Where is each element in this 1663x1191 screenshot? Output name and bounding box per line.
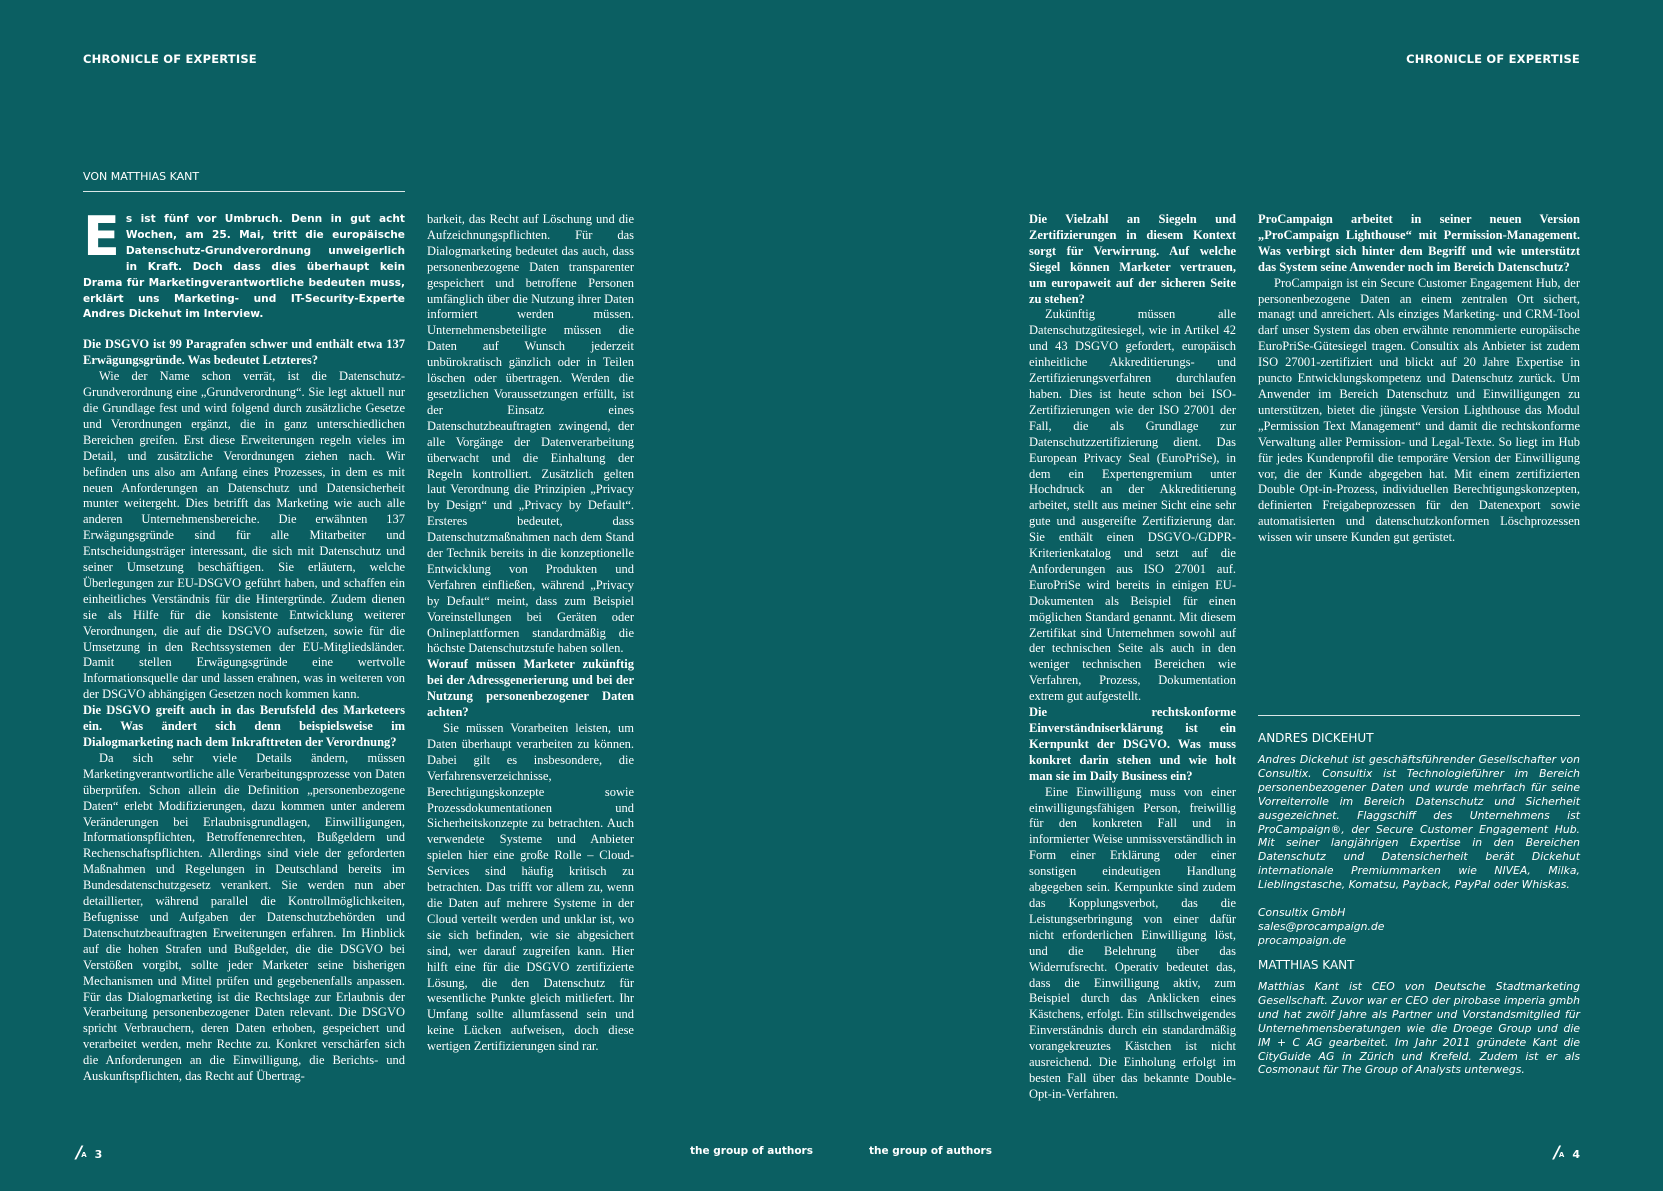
footer-brand-right: the group of authors: [869, 1145, 992, 1157]
brand-a-icon: A: [1558, 1151, 1565, 1159]
interview-answer: Zukünftig müssen alle Datenschutzgütesiegel, wie in Artikel 42 und 43 DSGVO gefordert, europäisch einheitliche Akkreditierungs- und Zertifizierungsverfahren durchlaufen haben. Dies ist heute schon bei ISO-Zertifizierungen wie der ISO 27001 der Fall, die als Grundlage zur Datenschutzzertifizierung dient. Das European Privacy Seal (EuroPriSe), in dem ein Expertengremium unter Hochdruck an der Akkreditierung arbeitet, stellt aus meiner Sicht eine sehr gute und ausgereifte Zertifizierung dar. Sie enthält einen DSGVO-/GDPR-Kriterienkatalog und setzt auf die Anforderungen aus ISO 27001 auf. EuroPriSe wird bereits in einigen EU-Dokumenten als Beispiel für einen möglichen Standard genannt. Mit diesem Zertifikat sind Unternehmen sowohl auf der technischen Seite als auch in den weniger technischen Bereichen wie Verfahren, Prozess, Dokumentation extrem gut aufgestellt.: [1029, 307, 1236, 704]
byline: VON MATTHIAS KANT: [83, 170, 405, 192]
running-head-left: CHRONICLE OF EXPERTISE: [83, 52, 257, 66]
page-number: 4: [1572, 1148, 1580, 1161]
column-3-body: [1029, 212, 1236, 1103]
bio-text-kant: Matthias Kant ist CEO von Deutsche Stadtmarketing Gesellschaft. Zuvor war er CEO der pirobase imperia gmbh und hat zwölf Jahre als Partner und Vorstandsmitglied für Unternehmensberatungen wie die Droege Group und die IM + C AG gearbeitet. Im Jahr 2011 gründete Kant die CityGuide AG in Zürich und Krefeld. Zudem ist er als Cosmonaut für The Group of Analysts unterwegs.: [1258, 980, 1580, 1077]
bio-paragraph: Andres Dickehut ist geschäftsführender Gesellschafter von Consultix. Consultix ist Technologieführer im Bereich personenbezogener Daten und wurde mehrfach für seine Vorreiterrolle im Bereich Datenschutz und Sicherheit ausgezeichnet. Flaggschiff des Unternehmens ist ProCampaign®, der Secure Customer Engagement Hub. Mit seiner langjährigen Expertise in den Bereichen Datenschutz und Datensicherheit berät Dickehut internationale Premiummarken wie NIVEA, Milka, Lieblingstasche, Komatsu, Payback, PayPal oder Whiskas.: [1258, 753, 1580, 892]
interview-answer: Wie der Name schon verrät, ist die Datenschutz-Grundverordnung eine „Grundverordnung“. Sie legt aktuell nur die Grundlage fest und wird folgend durch zusätzliche Gesetze und Verordnungen ergänzt, die in ganz unterschiedlichen Bereichen greifen. Erst diese Erweiterungen regeln vieles im Detail, und zusätzliche Verordnungen ziehen nach. Wir befinden uns also am Anfang eines Prozesses, in dem es mit neuen Anforderungen an Datenschutz und Datensicherheit munter weitergeht. Dies betrifft das Marketing wie auch alle anderen Unternehmensbereiche. Die erwähnten 137 Erwägungsgründe sind für alle Mitarbeiter und Entscheidungsträger interessant, die sich mit Datenschutz und seiner Umsetzung beschäftigen. Sie erläutern, welche Überlegungen zur EU-DSGVO geführt haben, und schaffen ein einheitliches Verständnis für die Hintergründe. Zudem dienen sie als Hilfe für die konsistente Entwicklung weiterer Verordnungen, die auf die DSGVO aufsetzen, sowie für die Umsetzung in den Rechtssystemen der EU-Mitgliedsländer. Damit stellen Erwägungsgründe eine wertvolle Informationsquelle dar und lassen erahnen, was in weiteren von der DSGVO abhängigen Gesetzen noch kommen kann.: [83, 369, 405, 702]
interview-question: Die DSGVO ist 99 Paragrafen schwer und enthält etwa 137 Erwägungsgründe. Was bedeutet Letzteres?: [83, 337, 405, 368]
article-lead: [83, 205, 405, 323]
footer-brand-left: the group of authors: [690, 1145, 813, 1157]
bio-name-kant: MATTHIAS KANT: [1258, 958, 1355, 972]
column-1-body: [83, 337, 405, 1085]
column-3: [1029, 212, 1236, 1103]
brand-slash-icon: /: [76, 1143, 82, 1163]
bio-divider: [1258, 715, 1580, 716]
interview-question: Die rechtskonforme Einverständniserklärung ist ein Kernpunkt der DSGVO. Was muss konkret darin stehen und wie holt man sie im Daily Business ein?: [1029, 705, 1236, 783]
lead-text: s ist fünf vor Umbruch. Denn in gut acht Wochen, am 25. Mai, tritt die europäische Datenschutz-Grundverordnung unweigerlich in Kraft. Doch dass dies überhaupt kein Drama für Marketingverantwortliche bedeuten muss, erklärt uns Marketing- und IT-Security-Experte Andres Dickehut im Interview.: [83, 213, 405, 321]
interview-question: Die DSGVO greift auch in das Berufsfeld des Marketeers ein. Was ändert sich denn beispielsweise im Dialogmarketing nach dem Inkrafttreten der Verordnung?: [83, 703, 405, 749]
running-head-right: CHRONICLE OF EXPERTISE: [1406, 52, 1580, 66]
bio-text-dickehut: [1258, 753, 1580, 948]
bio-web-link[interactable]: procampaign.de: [1258, 933, 1347, 947]
drop-cap: E: [83, 205, 120, 268]
page-number-left: [76, 1143, 102, 1163]
interview-answer: Eine Einwilligung muss von einer einwilligungsfähigen Person, freiwillig für den konkreten Fall und in informierter Weise unmissverständlich in Form einer Erklärung oder einer sonstigen eindeutigen Handlung abgegeben sein. Kernpunkte sind zudem das Kopplungsverbot, das die Leistungserbringung von einer dafür nicht erforderlichen Einwilligung löst, und die Belehrung über das Widerrufsrecht. Operativ bedeutet das, dass die Einwilligung aktiv, zum Beispiel durch das Anklicken eines Kästchens, erfolgt. Ein stillschweigendes Einverständnis durch ein standardmäßig vorangekreuztes Kästchen ist nicht ausreichend. Die Einholung erfolgt im besten Fall über das bekannte Double-Opt-in-Verfahren.: [1029, 784, 1236, 1101]
interview-answer: barkeit, das Recht auf Löschung und die Aufzeichnungspflichten. Für das Dialogmarketing bedeutet das auch, dass personenbezogene Daten transparenter gespeichert und betroffene Personen umfänglich über die Nutzung ihrer Daten informiert werden müssen. Unternehmensbeteiligte müssen die Daten auf Wunsch jederzeit unbürokratisch gänzlich oder in Teilen löschen oder übertragen. Werden die gesetzlichen Voraussetzungen erfüllt, ist der Einsatz eines Datenschutzbeauftragten zwingend, der alle Vorgänge der Datenverarbeitung überwacht und die Einhaltung der Regeln kontrolliert. Zusätzlich gelten laut Verordnung die Prinzipien „Privacy by Design“ und „Privacy by Default“. Ersteres bedeutet, dass Datenschutzmaßnahmen nach dem Stand der Technik bereits in die konzeptionelle Entwicklung von Produkten und Verfahren einfließen, während „Privacy by Default“ meint, dass zum Beispiel Voreinstellungen bei Geräten oder Onlineplattformen standardmäßig die höchste Datenschutzstufe haben sollen.: [427, 212, 634, 656]
page-number-right: [1554, 1143, 1580, 1163]
interview-answer: Da sich sehr viele Details ändern, müssen Marketingverantwortliche alle Verarbeitungsprozesse von Daten überprüfen. Schon allein die Definition „personenbezogene Daten“ erlebt Modifizierungen, dazu kommen unter anderem Veränderungen bei Erlaubnisgrundlagen, Einwilligungen, Informationspflichten, Betroffenenrechten, Bußgeldern und Rechenschaftspflichten. Allerdings sind viele der geforderten Maßnahmen und Regelungen in Deutschland bereits im Bundesdatenschutzgesetz verankert. Sie werden nun aber detaillierter, während parallel die Kontrollmöglichkeiten, Befugnisse und Aufgaben der Datenschutzbehörden und Datenschutzbeauftragten Erweiterungen erfahren. Im Hinblick auf die hohen Strafen und Bußgelder, die die DSGVO bei Verstößen vorgibt, sollte jeder Marketer seine bisherigen Mechanismen und Mittel prüfen und gegebenenfalls anpassen. Für das Dialogmarketing ist die Rechtslage zur Erlaubnis der Verarbeitung personenbezogener Daten relevant. Die DSGVO spricht Verbrauchern, deren Daten erhoben, gespeichert und verarbeitet werden, mehr Rechte zu. Konkret verschärfen sich die Anforderungen an die Einwilligung, die Berichts- und Auskunftspflichten, das Recht auf Übertrag-: [83, 750, 405, 1084]
interview-answer: Sie müssen Vorarbeiten leisten, um Daten überhaupt verarbeiten zu können. Dabei gilt es insbesondere, die Verfahrensverzeichnisse, Berechtigungskonzepte sowie Prozessdokumentationen und Sicherheitskonzepte zu betrachten. Auch verwendete Systeme und Anbieter spielen hier eine große Rolle – Cloud-Services sind häufig kritisch zu betrachten. Das trifft vor allem zu, wenn die Daten auf mehrere Systeme in der Cloud verteilt werden und unklar ist, wo sie sich befinden, wie sie abgesichert sind, wer darauf zugreifen kann. Hier hilft eine für die DSGVO zertifizierte Lösung, die den Datenschutz für wesentliche Punkte gleich mitliefert. Ihr Umfang sollte allumfassend sein und keine Lücken aufweisen, doch diese wertigen Zertifizierungen sind rar.: [427, 721, 634, 1054]
brand-a-icon: A: [81, 1151, 87, 1159]
interview-question: Die Vielzahl an Siegeln und Zertifizierungen in diesem Kontext sorgt für Verwirrung. Auf welche Siegel können Marketer vertrauen, um europaweit auf der sicheren Seite zu stehen?: [1029, 212, 1236, 306]
column-2: [427, 212, 634, 1055]
bio-name-dickehut: ANDRES DICKEHUT: [1258, 731, 1374, 745]
page-number: 3: [94, 1148, 103, 1161]
interview-answer: ProCampaign ist ein Secure Customer Engagement Hub, der personenbezogene Daten an einem zentralen Ort sichert, managt und anreichert. Als einziges Marketing- und CRM-Tool darf unser System das oben erwähnte renommierte europäische EuroPriSe-Gütesiegel tragen. Consultix als Anbieter ist zudem ISO 27001-zertifiziert und blickt auf 20 Jahre Expertise in puncto Entwicklungskompetenz und Datenschutz zurück. Um Anwender im Bereich Datenschutz und Einwilligungen zu unterstützen, bietet die jüngste Version Lighthouse das Modul „Permission Text Management“ und damit die rechtskonforme Verwaltung aller Permission- und Legal-Texte. So liegt im Hub für jedes Kundenprofil die temporäre Version der Einwilligung vor, die der Kunde abgegeben hat. Mit einem zertifizierten Double Opt-in-Prozess, individuellen Berechtigungskonzepten, definierten Freigabeprozessen für den Datenexport sowie automatisierten und datenschutzkonformen Löschprozessen wissen wir unsere Kunden gut gerüstet.: [1258, 275, 1580, 545]
column-2-body: [427, 212, 634, 1055]
column-4: [1258, 212, 1580, 546]
interview-question: ProCampaign arbeitet in seiner neuen Version „ProCampaign Lighthouse“ mit Permission-Management. Was verbirgt sich hinter dem Begriff und wie unterstützt das System seine Anwender noch im Bereich Datenschutz?: [1258, 212, 1580, 274]
brand-slash-icon: /: [1553, 1143, 1559, 1163]
column-1: [83, 205, 405, 1085]
bio-company: Consultix GmbH: [1258, 906, 1346, 920]
column-4-body: [1258, 212, 1580, 546]
interview-question: Worauf müssen Marketer zukünftig bei der Adressgenerierung und bei der Nutzung personenbezogener Daten achten?: [427, 657, 634, 720]
bio-email-link[interactable]: sales@procampaign.de: [1258, 919, 1385, 933]
